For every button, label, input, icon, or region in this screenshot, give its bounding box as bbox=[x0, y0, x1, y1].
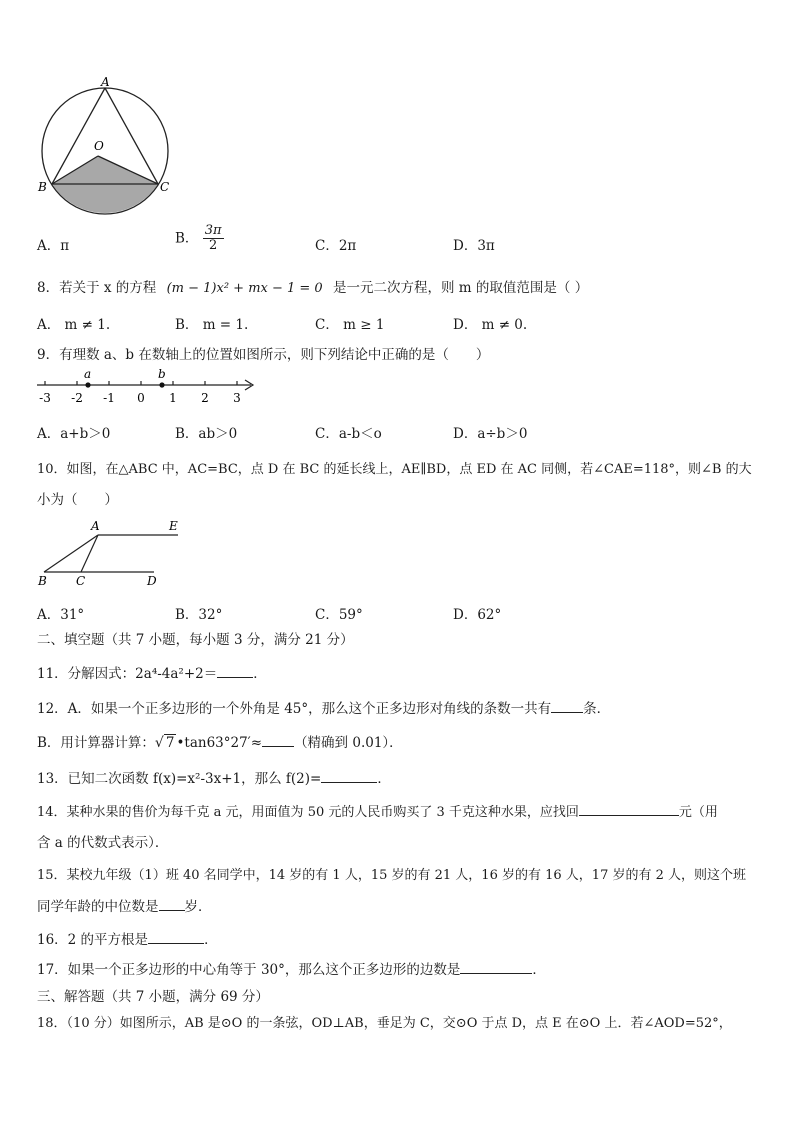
q16-answer-blank bbox=[148, 931, 204, 944]
question-10-line1: 10．如图，在△ABC 中，AC=BC，点 D 在 BC 的延长线上，AE∥BD，点 ED 在 AC 同侧，若∠CAE=118°，则∠B 的大 bbox=[37, 462, 752, 477]
q7-option-d: D．3π bbox=[453, 238, 495, 254]
q14-text: 14．某种水果的售价为每千克 a 元，用面值为 50 元的人民币购买了 3 千克这种水果，应找回 bbox=[37, 805, 579, 820]
q7-option-b-fraction bbox=[203, 224, 224, 254]
question-9: 9．有理数 a、b 在数轴上的位置如图所示，则下列结论中正确的是（ ） bbox=[37, 347, 490, 363]
q9-option-a: A．a+b＞0 bbox=[37, 426, 111, 442]
point-a bbox=[85, 382, 90, 387]
q8-equation: (m − 1)x² + mx − 1 = 0 bbox=[166, 281, 323, 296]
q15-text-post: 岁． bbox=[184, 899, 212, 915]
number-line-figure bbox=[33, 366, 258, 408]
label-e: E bbox=[169, 519, 178, 533]
label-b: B bbox=[38, 180, 47, 194]
fraction-numerator: 3π bbox=[204, 223, 222, 238]
axis-tick-label: 0 bbox=[137, 391, 145, 405]
fraction-denominator: 2 bbox=[208, 238, 218, 254]
label-a: A bbox=[91, 519, 100, 533]
question-14-line2: 含 a 的代数式表示）． bbox=[37, 835, 169, 851]
q12b-answer-blank bbox=[262, 734, 294, 747]
question-8 bbox=[37, 276, 588, 296]
question-13 bbox=[37, 767, 391, 787]
sqrt-icon: √ bbox=[154, 735, 164, 751]
question-11 bbox=[37, 662, 267, 682]
q10-option-c: C．59° bbox=[315, 607, 363, 623]
label-d: D bbox=[147, 574, 157, 588]
q17-answer-blank bbox=[460, 961, 532, 974]
q11-text-post: ． bbox=[253, 666, 267, 682]
axis-tick-label: 1 bbox=[169, 391, 177, 405]
q7-option-c: C．2π bbox=[315, 238, 357, 254]
q8-option-c: C． m ≥ 1 bbox=[315, 317, 385, 333]
question-16 bbox=[37, 928, 218, 948]
q17-text: 17．如果一个正多边形的中心角等于 30°，那么这个正多边形的边数是 bbox=[37, 962, 461, 978]
question-12a bbox=[37, 697, 610, 717]
q16-text-post: ． bbox=[204, 932, 218, 948]
q13-text-post: ． bbox=[377, 771, 391, 787]
point-a-label: a bbox=[84, 367, 92, 381]
question-15-line1: 15．某校九年级（1）班 40 名同学中，14 岁的有 1 人，15 岁的有 21 人，16 岁的有 16 人，17 岁的有 2 人，则这个班 bbox=[37, 868, 747, 883]
question-12b bbox=[37, 731, 403, 751]
q12a-text-post: 条． bbox=[583, 701, 611, 717]
q12a-answer-blank bbox=[551, 700, 583, 713]
sqrt-radicand: 7 bbox=[165, 735, 175, 751]
q11-text: 11．分解因式：2a⁴-4a²+2＝ bbox=[37, 666, 218, 682]
label-o: O bbox=[94, 139, 104, 153]
q14-text-post: 元（用 bbox=[678, 805, 718, 820]
q8-option-b: B． m = 1. bbox=[175, 317, 249, 333]
q9-option-b: B．ab＞0 bbox=[175, 426, 238, 442]
axis-tick-label: 2 bbox=[201, 391, 209, 405]
axis-tick-label: -3 bbox=[39, 391, 51, 405]
q7-option-a: A．π bbox=[37, 238, 70, 254]
q7-option-b bbox=[175, 224, 224, 254]
question-18: 18．（10 分）如图所示，AB 是⊙O 的一条弦，OD⊥AB，垂足为 C，交⊙O 于点 D，点 E 在⊙O 上．若∠AOD=52°， bbox=[37, 1016, 732, 1031]
q16-text: 16．2 的平方根是 bbox=[37, 932, 149, 948]
q17-text-post: ． bbox=[532, 962, 546, 978]
axis-tick-label: -1 bbox=[103, 391, 115, 405]
q15-text: 同学年龄的中位数是 bbox=[37, 899, 159, 915]
q12b-text-post: （精确到 0.01）． bbox=[294, 735, 403, 751]
section-2-heading: 二、填空题（共 7 小题，每小题 3 分，满分 21 分） bbox=[37, 632, 354, 648]
label-c: C bbox=[76, 574, 86, 588]
section-3-heading: 三、解答题（共 7 小题，满分 69 分） bbox=[37, 989, 269, 1005]
question-10-line2: 小为（ ） bbox=[37, 492, 118, 508]
point-b-label: b bbox=[158, 367, 166, 381]
axis-tick-label: -2 bbox=[71, 391, 83, 405]
q12b-text: B．用计算器计算： bbox=[37, 735, 155, 751]
q10-option-a: A．31° bbox=[37, 607, 85, 623]
q10-option-b: B．32° bbox=[175, 607, 223, 623]
question-15-line2 bbox=[37, 895, 212, 915]
q10-option-d: D．62° bbox=[453, 607, 502, 623]
q13-answer-blank bbox=[321, 770, 377, 783]
point-b bbox=[159, 382, 164, 387]
q12b-text-mid: •tan63°27′≈ bbox=[176, 735, 263, 751]
q8-text-post: 是一元二次方程，则 m 的取值范围是（ ） bbox=[333, 280, 589, 296]
q13-text: 13．已知二次函数 f(x)=x²-3x+1，那么 f(2)= bbox=[37, 771, 322, 787]
label-b: B bbox=[38, 574, 47, 588]
q8-option-d: D． m ≠ 0. bbox=[453, 317, 528, 333]
circle-figure bbox=[30, 76, 180, 221]
label-a: A bbox=[101, 76, 110, 89]
q7-option-b-label: B． bbox=[175, 230, 199, 247]
q9-option-d: D．a÷b＞0 bbox=[453, 426, 528, 442]
triangle-figure bbox=[36, 516, 186, 588]
question-17 bbox=[37, 958, 546, 978]
q12a-text: 12．A．如果一个正多边形的一个外角是 45°，那么这个正多边形对角线的条数一共有 bbox=[37, 701, 552, 717]
q11-answer-blank bbox=[217, 665, 253, 678]
axis-tick-label: 3 bbox=[233, 391, 241, 405]
q8-text-pre: 8．若关于 x 的方程 bbox=[37, 280, 157, 296]
q9-option-c: C．a-b＜o bbox=[315, 426, 382, 442]
q8-option-a: A． m ≠ 1. bbox=[37, 317, 111, 333]
q14-answer-blank bbox=[579, 803, 679, 816]
label-c: C bbox=[160, 180, 170, 194]
q15-answer-blank bbox=[159, 898, 185, 911]
question-14-line1 bbox=[37, 801, 718, 820]
